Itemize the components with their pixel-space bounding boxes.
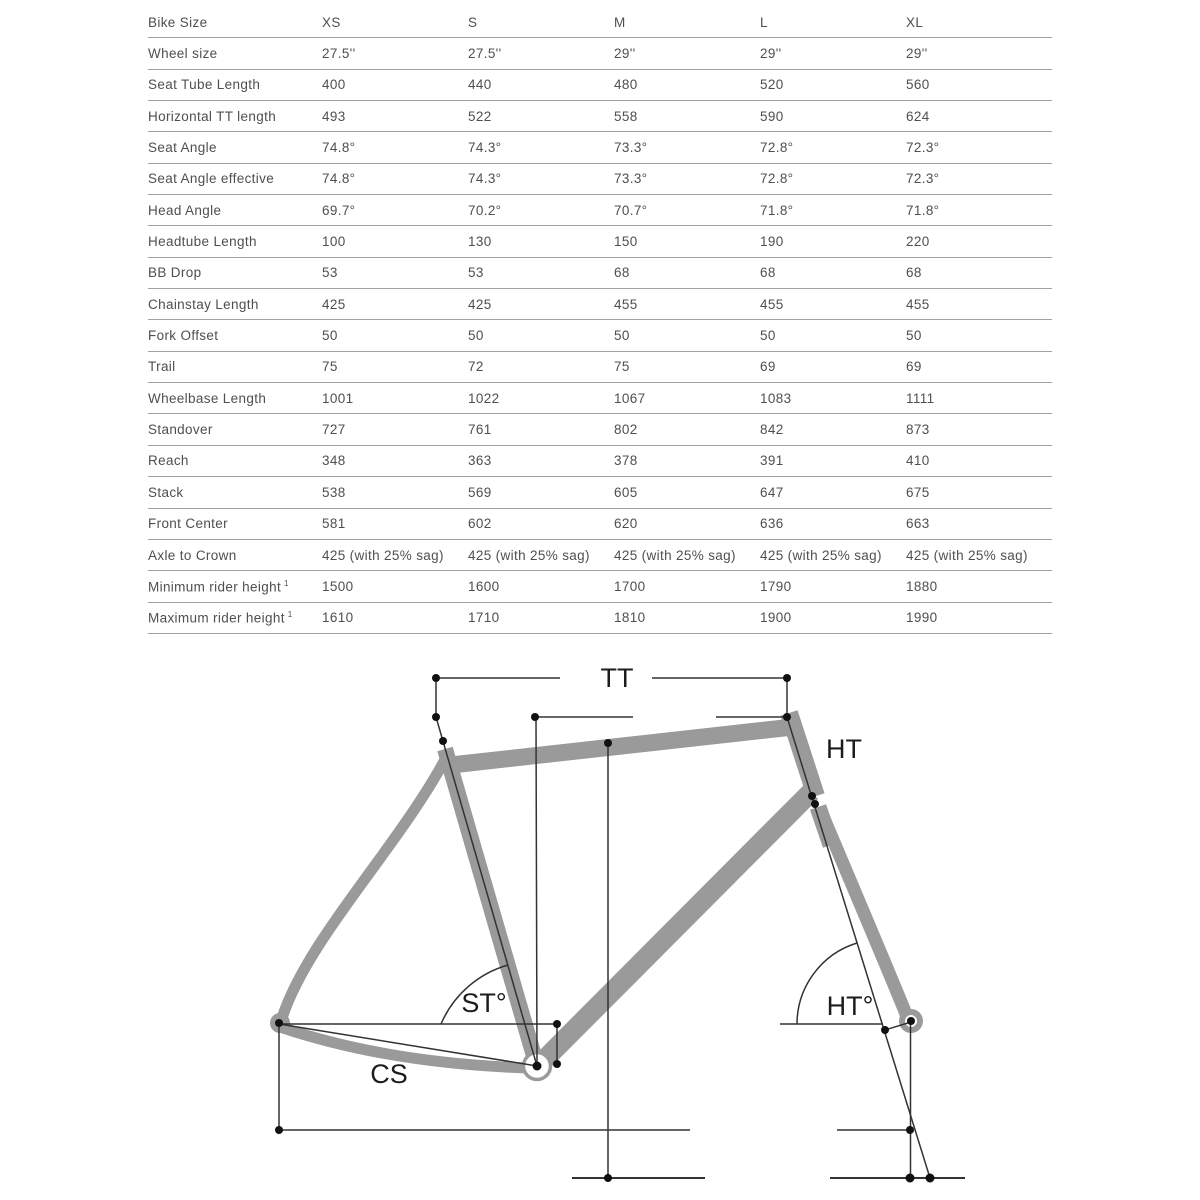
cell-value: 1900 [760, 610, 792, 626]
table-row [148, 101, 1052, 132]
row-label: BB Drop [148, 265, 202, 281]
cell-value: 27.5'' [322, 46, 356, 62]
cell-value: 647 [760, 484, 784, 500]
table-row [148, 164, 1052, 195]
cell-value: 363 [468, 453, 492, 469]
cell-value: 71.8° [760, 202, 794, 218]
cell-value: 50 [760, 328, 776, 344]
cell-value: 400 [322, 77, 346, 93]
seat-stay [282, 756, 447, 1018]
cell-value: 1022 [468, 390, 500, 406]
cell-value: 425 (with 25% sag) [614, 547, 736, 563]
cell-value: 53 [322, 265, 338, 281]
column-header: L [760, 14, 768, 30]
cell-value: 50 [906, 328, 922, 344]
table-row [148, 383, 1052, 414]
cell-value: 70.2° [468, 202, 502, 218]
table-row [148, 289, 1052, 320]
cell-value: 1600 [468, 578, 500, 594]
cell-value: 1710 [468, 610, 500, 626]
cell-value: 72.3° [906, 140, 940, 156]
cell-value: 1700 [614, 578, 646, 594]
cell-value: 72.8° [760, 171, 794, 187]
cell-value: 1083 [760, 390, 792, 406]
row-label: Headtube Length [148, 234, 257, 250]
cell-value: 558 [614, 108, 638, 124]
cell-value: 29'' [760, 46, 782, 62]
cell-value: 50 [614, 328, 630, 344]
cell-value: 842 [760, 422, 784, 438]
geometry-diagram [0, 640, 1200, 1200]
cell-value: 663 [906, 516, 930, 532]
cell-value: 70.7° [614, 202, 648, 218]
cell-value: 590 [760, 108, 784, 124]
column-header: M [614, 14, 626, 30]
table-row [148, 540, 1052, 571]
cell-value: 410 [906, 453, 930, 469]
row-label: Seat Angle [148, 140, 217, 156]
cell-value: 190 [760, 234, 784, 250]
table-row [148, 38, 1052, 69]
row-label: Front Center [148, 516, 228, 532]
cell-value: 68 [614, 265, 630, 281]
cell-value: 50 [468, 328, 484, 344]
down-tube [541, 792, 811, 1063]
head-tube-label: HT [826, 734, 862, 764]
table-row [148, 195, 1052, 226]
cell-value: 75 [322, 359, 338, 375]
cell-value: 27.5'' [468, 46, 502, 62]
row-label: Standover [148, 422, 213, 438]
cell-value: 425 (with 25% sag) [760, 547, 882, 563]
cell-value: 69 [760, 359, 776, 375]
cell-value: 220 [906, 234, 930, 250]
cell-value: 425 [468, 296, 492, 312]
cell-value: 440 [468, 77, 492, 93]
cell-value: 29'' [614, 46, 636, 62]
cell-value: 1610 [322, 610, 354, 626]
cell-value: 69.7° [322, 202, 356, 218]
cell-value: 74.8° [322, 140, 356, 156]
row-label: Reach [148, 453, 189, 469]
row-label: Stack [148, 484, 184, 500]
table-body [148, 38, 1052, 634]
label-superscript: 1 [287, 609, 293, 619]
cell-value: 130 [468, 234, 492, 250]
cell-value: 1880 [906, 578, 938, 594]
cell-value: 1001 [322, 390, 354, 406]
row-label: Chainstay Length [148, 296, 259, 312]
cell-value: 560 [906, 77, 930, 93]
cell-value: 74.3° [468, 140, 502, 156]
cell-value: 636 [760, 516, 784, 532]
head-tube [789, 713, 816, 796]
cell-value: 455 [760, 296, 784, 312]
table-row [148, 70, 1052, 101]
column-header: S [468, 14, 478, 30]
table-row [148, 226, 1052, 257]
cell-value: 425 (with 25% sag) [468, 547, 590, 563]
cell-value: 74.8° [322, 171, 356, 187]
seat-angle-label: ST° [461, 988, 507, 1018]
cell-value: 29'' [906, 46, 928, 62]
row-label: Seat Tube Length [148, 77, 261, 93]
cell-value: 1067 [614, 390, 646, 406]
cell-value: 605 [614, 484, 638, 500]
row-label: Trail [148, 359, 176, 375]
cell-value: 569 [468, 484, 492, 500]
cell-value: 72.8° [760, 140, 794, 156]
table-header-row [148, 7, 1052, 38]
column-header: XS [322, 14, 341, 30]
table-row [148, 132, 1052, 163]
cell-value: 455 [906, 296, 930, 312]
cell-value: 68 [906, 265, 922, 281]
row-label: Axle to Crown [148, 547, 237, 563]
cell-value: 1500 [322, 578, 354, 594]
cell-value: 75 [614, 359, 630, 375]
row-label: Wheelbase Length [148, 390, 267, 406]
table-row [148, 446, 1052, 477]
cell-value: 73.3° [614, 140, 648, 156]
row-label: Wheel size [148, 46, 218, 62]
cell-value: 71.8° [906, 202, 940, 218]
cell-value: 581 [322, 516, 346, 532]
column-header: XL [906, 14, 924, 30]
row-label: Head Angle [148, 202, 222, 218]
table-row [148, 509, 1052, 540]
table-row [148, 603, 1052, 634]
frame-diagram-svg [0, 640, 1200, 1200]
fork-blade [823, 816, 906, 1014]
cell-value: 538 [322, 484, 346, 500]
cell-value: 100 [322, 234, 346, 250]
column-header: Bike Size [148, 14, 208, 30]
cell-value: 73.3° [614, 171, 648, 187]
chainstay-label: CS [370, 1059, 408, 1089]
cell-value: 425 (with 25% sag) [322, 547, 444, 563]
cell-value: 348 [322, 453, 346, 469]
cell-value: 74.3° [468, 171, 502, 187]
cell-value: 72.3° [906, 171, 940, 187]
cell-value: 425 (with 25% sag) [906, 547, 1028, 563]
cell-value: 1810 [614, 610, 646, 626]
cell-value: 761 [468, 422, 492, 438]
cell-value: 522 [468, 108, 492, 124]
top-tube-label: TT [600, 663, 634, 693]
cell-value: 68 [760, 265, 776, 281]
cell-value: 480 [614, 77, 638, 93]
cell-value: 1111 [906, 390, 935, 406]
table-row [148, 320, 1052, 351]
cell-value: 1990 [906, 610, 938, 626]
cell-value: 69 [906, 359, 922, 375]
cell-value: 873 [906, 422, 930, 438]
cell-value: 602 [468, 516, 492, 532]
table-row [148, 258, 1052, 289]
cell-value: 425 [322, 296, 346, 312]
cell-value: 150 [614, 234, 638, 250]
cell-value: 520 [760, 77, 784, 93]
cell-value: 1790 [760, 578, 792, 594]
cell-value: 624 [906, 108, 930, 124]
cell-value: 727 [322, 422, 346, 438]
cell-value: 72 [468, 359, 484, 375]
cell-value: 53 [468, 265, 484, 281]
label-superscript: 1 [284, 578, 289, 588]
row-label: Horizontal TT length [148, 108, 277, 124]
cell-value: 493 [322, 108, 346, 124]
row-label: Fork Offset [148, 328, 219, 344]
cell-value: 455 [614, 296, 638, 312]
row-label: Minimum rider height $^1$ [148, 578, 289, 595]
table-row [148, 414, 1052, 445]
table-row [148, 571, 1052, 602]
cell-value: 620 [614, 516, 638, 532]
row-label: Maximum rider height $^1$ [148, 609, 293, 626]
top-tube [451, 727, 793, 765]
cell-value: 675 [906, 484, 930, 500]
cell-value: 378 [614, 453, 638, 469]
cell-value: 50 [322, 328, 338, 344]
table-row [148, 352, 1052, 383]
row-label: Seat Angle effective [148, 171, 275, 187]
cell-value: 391 [760, 453, 784, 469]
geometry-table [148, 7, 1052, 634]
cell-value: 802 [614, 422, 638, 438]
head-angle-label: HT° [826, 991, 874, 1021]
table-row [148, 477, 1052, 508]
